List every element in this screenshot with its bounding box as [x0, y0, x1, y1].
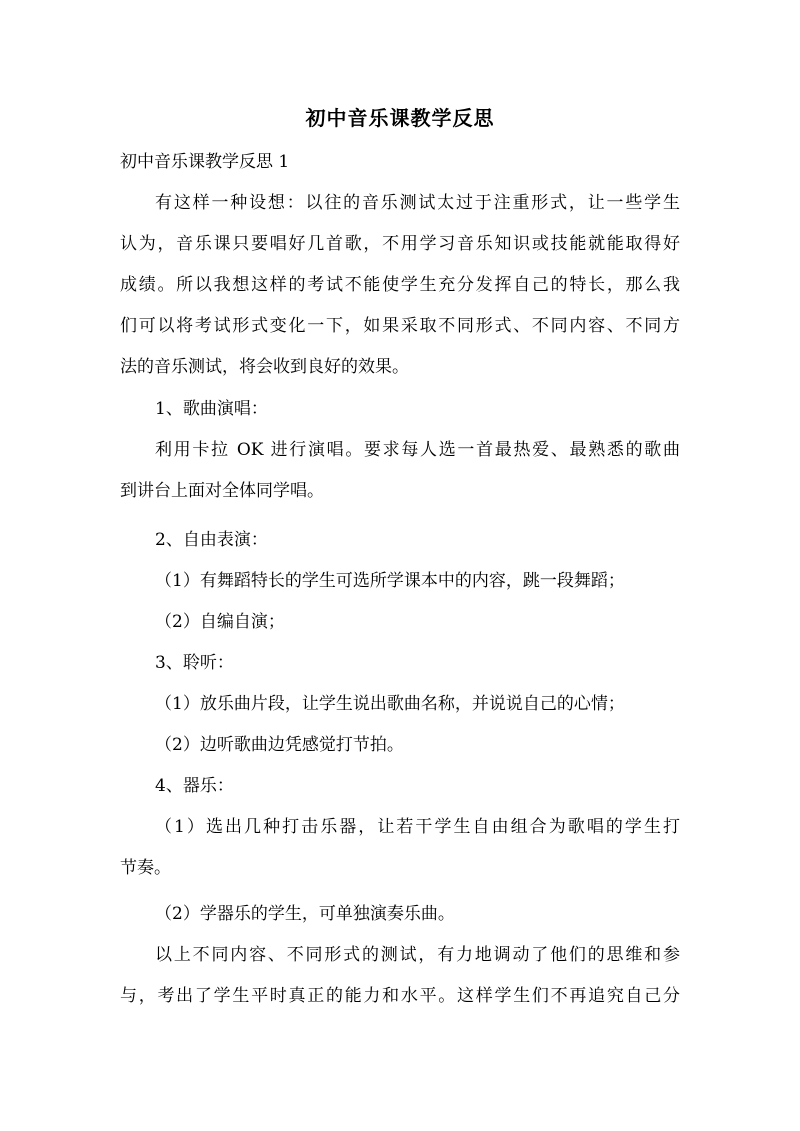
- section-heading-listening: 3、聆听：: [155, 653, 234, 673]
- list-item-instruments-2: （2）学器乐的学生，可单独演奏乐曲。: [155, 904, 455, 924]
- list-item-performance-2: （2）自编自演；: [155, 612, 285, 632]
- paragraph-intro-line-3: 成绩。所以我想这样的考试不能使学生充分发挥自己的特长，那么我: [120, 275, 680, 295]
- section-heading-singing: 1、歌曲演唱：: [155, 399, 268, 419]
- paragraph-conclusion-line-1: 以上不同内容、不同形式的测试，有力地调动了他们的思维和参: [155, 945, 680, 965]
- document-title: 初中音乐课教学反思: [305, 106, 495, 130]
- list-item-listening-1: （1）放乐曲片段，让学生说出歌曲名称，并说说自己的心情；: [155, 694, 625, 714]
- paragraph-conclusion-line-2: 与，考出了学生平时真正的能力和水平。这样学生们不再追究自己分: [120, 986, 680, 1006]
- list-item-listening-2: （2）边听歌曲边凭感觉打节拍。: [155, 735, 404, 755]
- section-heading-performance: 2、自由表演：: [155, 530, 268, 550]
- document-subtitle: 初中音乐课教学反思 1: [120, 152, 290, 172]
- list-item-performance-1: （1）有舞蹈特长的学生可选所学课本中的内容，跳一段舞蹈；: [155, 571, 625, 591]
- paragraph-intro-line-5: 法的音乐测试，将会收到良好的效果。: [120, 357, 409, 377]
- list-item-instruments-1-line-1: （1）选出几种打击乐器，让若干学生自由组合为歌唱的学生打: [155, 817, 680, 837]
- paragraph-intro-line-2: 认为，音乐课只要唱好几首歌，不用学习音乐知识或技能就能取得好: [120, 234, 680, 254]
- paragraph-singing-line-1: 利用卡拉 OK 进行演唱。要求每人选一首最热爱、最熟悉的歌曲: [155, 440, 680, 460]
- paragraph-intro-line-1: 有这样一种设想：以往的音乐测试太过于注重形式，让一些学生: [155, 193, 680, 213]
- section-heading-instruments: 4、器乐：: [155, 776, 234, 796]
- paragraph-singing-line-2: 到讲台上面对全体同学唱。: [120, 481, 324, 501]
- paragraph-intro-line-4: 们可以将考试形式变化一下，如果采取不同形式、不同内容、不同方: [120, 316, 680, 336]
- list-item-instruments-1-line-2: 节奏。: [120, 858, 171, 878]
